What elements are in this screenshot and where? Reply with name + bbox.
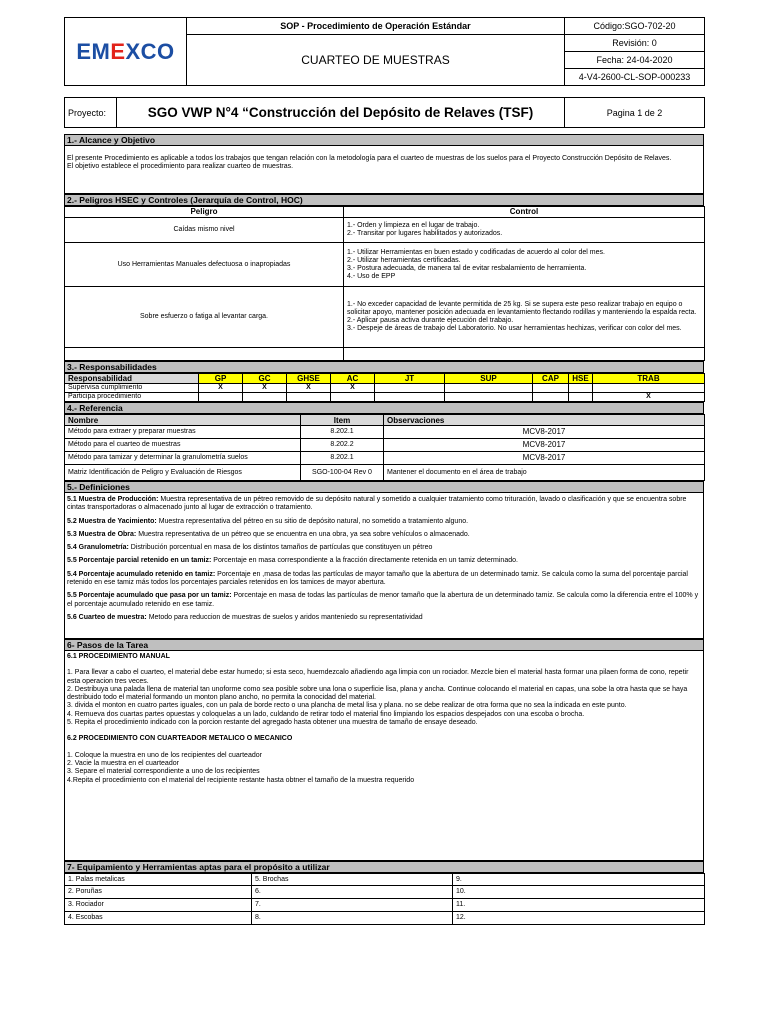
definition-text: Muestra representativa de un pétreo removido de su depósito natural y sometido a cualquier tratamiento como trituración, lavado o clasificación y que se encuentra sobre cintas transportadoras o almacenado junto al lugar de extracción o tratamiento. bbox=[67, 496, 687, 512]
definition-term: 5.3 Muestra de Obra: bbox=[67, 530, 137, 538]
reference-name: Método para el cuarteo de muestras bbox=[65, 439, 301, 452]
reference-obs: MCV8-2017 bbox=[384, 452, 705, 465]
section-2-title: 2.- Peligros HSEC y Controles (Jerarquía de Control, HOC) bbox=[64, 194, 704, 206]
definition-term: 5.1 Muestra de Producción: bbox=[67, 496, 159, 503]
section-4-title: 4.- Referencia bbox=[64, 402, 704, 414]
role-gc: GC bbox=[243, 374, 287, 384]
project-label: Proyecto: bbox=[65, 98, 117, 128]
hazard-cell: Uso Herramientas Manuales defectuosa o inapropiadas bbox=[65, 243, 344, 287]
responsibility-header: Responsabilidad bbox=[65, 374, 199, 384]
reference-obs-header: Observaciones bbox=[384, 415, 705, 426]
hazard-header: Peligro bbox=[65, 207, 344, 218]
role-gp: GP bbox=[199, 374, 243, 384]
step-item: 4.Repita el procedimiento con el material del recipiente restante hasta obtner el tamaño de la muestra requerido bbox=[67, 776, 415, 784]
role-cap: CAP bbox=[533, 374, 569, 384]
reference-item: 8.202.1 bbox=[301, 452, 384, 465]
doc-code: Código:SGO-702-20 bbox=[565, 18, 705, 35]
mechanical-procedure-title: 6.2 PROCEDIMIENTO CON CUARTEADOR METALICO O MECANICO bbox=[67, 735, 293, 743]
definition-term: 5.4 Granulometría: bbox=[67, 544, 129, 552]
control-cell bbox=[344, 287, 705, 348]
reference-item-header: Item bbox=[301, 415, 384, 426]
step-item: 1. Para llevar a cabo el cuarteo, el material debe estar humedo; si esta seco, huemdezcalo añadiendo aga limpia con un rociador. Mezcle bien el material hasta formar una pilaen forma de cono, repetir esta operacion tres veces. bbox=[67, 669, 689, 685]
definition-term: 5.5 Porcentaje parcial retenido en un tamiz: bbox=[67, 557, 212, 565]
doc-title: CUARTEO DE MUESTRAS bbox=[187, 35, 565, 86]
equipment-table bbox=[64, 873, 705, 925]
control-line: 2.- Transitar por lugares habilitados y autorizados. bbox=[347, 230, 503, 237]
section-1-body bbox=[64, 146, 704, 194]
definition-item bbox=[67, 614, 701, 622]
control-line: 3.- Postura adecuada, de manera tal de evitar resbalamiento de herramienta. bbox=[347, 264, 587, 272]
definition-text: Muestra representativa de un pétreo que se encuentra en una obra, ya sea sobre vehículos o almacenado. bbox=[136, 530, 470, 538]
definition-text: Distribución porcentual en masa de los distintos tamaños de partículas que constituyen un pétreo bbox=[128, 544, 433, 552]
definition-text: Porcentaje en ,masa de todas las partículas de mayor tamaño que la abertura de un determinado tamiz. Se calcula como la suma del porcentaje parcial retenido en ese tamiz más todos los porcentajes parciales retenidos en los tamices de mayor abertura. bbox=[67, 570, 688, 587]
doc-revision: Revisión: 0 bbox=[565, 35, 705, 52]
reference-obs: MCV8-2017 bbox=[384, 426, 705, 439]
manual-procedure-title: 6.1 PROCEDIMIENTO MANUAL bbox=[67, 653, 170, 660]
control-cell bbox=[344, 243, 705, 287]
definition-text: Muestra representativa del pétreo en su sitio de depósito natural, no sometido a tratamiento alguno. bbox=[156, 517, 469, 525]
reference-obs: MCV8-2017 bbox=[384, 439, 705, 452]
reference-item: SGO-100-04 Rev 0 bbox=[301, 465, 384, 481]
hazards-table bbox=[64, 206, 705, 361]
definition-term: 5.2 Muestra de Yacimiento: bbox=[67, 517, 157, 525]
hazard-cell: Sobre esfuerzo o fatiga al levantar carga. bbox=[65, 287, 344, 348]
hazard-cell: Caídas mismo nivel bbox=[65, 218, 344, 243]
control-line: 2.- Utilizar herramientas certificadas. bbox=[347, 256, 461, 264]
step-item: 3. Separe el material correspondiente a uno de los recipientes bbox=[67, 768, 260, 776]
control-line: 1.- Orden y limpieza en el lugar de trabajo. bbox=[347, 222, 480, 229]
responsibility-label: Participa procedimiento bbox=[65, 393, 199, 402]
equipment-item: 10. bbox=[453, 886, 705, 899]
definition-text: Porcentaje en masa correspondiente a la fracción directamente retenida en un tamiz determinado. bbox=[211, 557, 518, 565]
reference-name-header: Nombre bbox=[65, 415, 301, 426]
role-ghse: GHSE bbox=[287, 374, 331, 384]
company-logo bbox=[65, 18, 187, 86]
section-3-title: 3.- Responsabilidades bbox=[64, 361, 704, 373]
document bbox=[64, 17, 704, 925]
equipment-item: 6. bbox=[252, 886, 453, 899]
definition-item bbox=[67, 518, 701, 526]
reference-obs: Mantener el documento en el área de trabajo bbox=[384, 465, 705, 481]
step-item: 3. divida el monton en cuatro partes iguales, con un pala de borde recto o una plancha de metal lisa y plana. no se debe realizar de otra forma que no sea la indicada en este punto. bbox=[67, 702, 627, 710]
definition-item bbox=[67, 544, 701, 552]
responsibility-mark bbox=[445, 384, 533, 393]
responsibility-label: Supervisa cumplimiento bbox=[65, 384, 199, 393]
doc-date: Fecha: 24-04-2020 bbox=[565, 52, 705, 69]
responsibility-mark bbox=[243, 393, 287, 402]
logo-text: EMEXCO bbox=[76, 38, 175, 64]
definition-item bbox=[67, 571, 701, 588]
empty-cell bbox=[344, 348, 705, 361]
empty-cell bbox=[65, 348, 344, 361]
control-cell bbox=[344, 218, 705, 243]
equipment-item: 11. bbox=[453, 899, 705, 912]
control-line: 1.- No exceder capacidad de levante permitida de 25 kg. Si se supera este peso realizar trabajo en equipo o solicitar apoyo, mantener posición adecuada en levantamiento flectando rodillas y manteniendo la espalda recta. bbox=[347, 301, 697, 316]
step-item: 4. Remueva dos cuartas partes opuestas y coloquelas a un lado, culdando de retirar todo el material fino limpiando los espacios despejados con una escoba o brocha. bbox=[67, 710, 585, 718]
responsibility-mark bbox=[533, 393, 569, 402]
responsibility-mark bbox=[593, 384, 705, 393]
reference-name: Método para tamizar y determinar la granulometría suelos bbox=[65, 452, 301, 465]
step-item: 2. Vacie la muestra en el cuarteador bbox=[67, 759, 179, 767]
definition-term: 5.6 Cuarteo de muestra: bbox=[67, 613, 147, 621]
doc-type: SOP - Procedimiento de Operación Estándar bbox=[187, 18, 565, 35]
responsibility-mark bbox=[287, 393, 331, 402]
definition-text: Metodo para reduccion de muestras de suelos y aridos manteniedo su representatividad bbox=[146, 613, 423, 621]
responsibility-mark: X bbox=[243, 384, 287, 393]
equipment-item: 4. Escobas bbox=[65, 912, 252, 925]
responsibility-mark bbox=[569, 384, 593, 393]
control-line: 2.- Aplicar pausa activa durante ejecución del trabajo. bbox=[347, 317, 514, 324]
scope-text: El presente Procedimiento es aplicable a todos los trabajos que tengan relación con la metodología para el cuarteo de muestras de los suelos para el Proyecto Construcción Depósito de Relaves. bbox=[67, 155, 672, 162]
equipment-item: 3. Rociador bbox=[65, 899, 252, 912]
responsibility-mark bbox=[569, 393, 593, 402]
equipment-item: 5. Brochas bbox=[252, 874, 453, 886]
equipment-item: 9. bbox=[453, 874, 705, 886]
responsibility-mark: X bbox=[593, 393, 705, 402]
equipment-item: 8. bbox=[252, 912, 453, 925]
definition-item bbox=[67, 531, 701, 539]
responsibility-mark bbox=[445, 393, 533, 402]
reference-name: Método para extraer y preparar muestras bbox=[65, 426, 301, 439]
project-table bbox=[64, 97, 705, 128]
responsibilities-table bbox=[64, 373, 705, 402]
equipment-item: 7. bbox=[252, 899, 453, 912]
role-hse: HSE bbox=[569, 374, 593, 384]
definitions-body bbox=[64, 493, 704, 639]
control-header: Control bbox=[344, 207, 705, 218]
doc-ref: 4-V4-2600-CL-SOP-000233 bbox=[565, 69, 705, 86]
responsibility-mark bbox=[375, 393, 445, 402]
step-item: 5. Repita el procedimiento indicado con la porcion restante del agregado hasta obtener una muestra de tamaño de ensaye deseado. bbox=[67, 719, 478, 727]
equipment-item: 2. Poruñas bbox=[65, 886, 252, 899]
responsibility-mark bbox=[331, 393, 375, 402]
definition-text: Porcentaje en masa de todas las partículas de menor tamaño que la abertura de un determinado tamiz. Se calcula como la diferencia entre el 100% y el porcentaje acumulado retenido en ese tamiz. bbox=[67, 592, 699, 608]
role-trab: TRAB bbox=[593, 374, 705, 384]
definition-item bbox=[67, 592, 701, 609]
step-item: 2. Destribuya una palada llena de material tan unoforme como sea posible sobre una lona o superficie lisa, plana y ancha. Continue colocando el material en capas, una sobe la otra hasta que se haya destribuido todo el material formando un monton plano ancho, no permita la conocidad del material. bbox=[67, 685, 688, 702]
control-line: 3.- Despeje de áreas de trabajo del Laboratorio. No usar herramientas hechizas, verificar con color del mes. bbox=[347, 325, 682, 332]
responsibility-mark bbox=[375, 384, 445, 393]
reference-item: 8.202.2 bbox=[301, 439, 384, 452]
section-5-title: 5.- Definiciones bbox=[64, 481, 704, 493]
responsibility-mark bbox=[199, 393, 243, 402]
responsibility-mark: X bbox=[331, 384, 375, 393]
definition-term: 5.4 Porcentaje acumulado retenido en tamiz: bbox=[67, 570, 216, 578]
equipment-item: 12. bbox=[453, 912, 705, 925]
responsibility-mark bbox=[533, 384, 569, 393]
control-line: 1.- Utilizar Herramientas en buen estado y codificadas de acuerdo al color del mes. bbox=[347, 248, 605, 256]
equipment-item: 1. Palas metalicas bbox=[65, 874, 252, 886]
responsibility-mark: X bbox=[287, 384, 331, 393]
responsibility-mark: X bbox=[199, 384, 243, 393]
role-ac: AC bbox=[331, 374, 375, 384]
definition-term: 5.5 Porcentaje acumulado que pasa por un tamiz: bbox=[67, 592, 232, 600]
header-table bbox=[64, 17, 705, 86]
definition-item bbox=[67, 496, 701, 513]
role-sup: SUP bbox=[445, 374, 533, 384]
definition-item bbox=[67, 557, 701, 565]
reference-name: Matriz Identificación de Peligro y Evaluación de Riesgos bbox=[65, 465, 301, 481]
control-line: 4.- Uso de EPP bbox=[347, 272, 396, 280]
objective-text: El objetivo establece el procedimiento para realizar cuarteo de muestras. bbox=[67, 163, 294, 171]
reference-item: 8.202.1 bbox=[301, 426, 384, 439]
role-jt: JT bbox=[375, 374, 445, 384]
step-item: 1. Coloque la muestra en uno de los recipientes del cuarteador bbox=[67, 751, 262, 759]
project-name: SGO VWP N°4 “Construcción del Depósito de Relaves (TSF) bbox=[117, 98, 565, 128]
task-steps-body bbox=[64, 651, 704, 861]
page-number: Pagina 1 de 2 bbox=[565, 98, 705, 128]
section-7-title: 7- Equipamiento y Herramientas aptas para el propósito a utilizar bbox=[64, 861, 704, 873]
section-1-title: 1.- Alcance y Objetivo bbox=[64, 134, 704, 146]
section-6-title: 6- Pasos de la Tarea bbox=[64, 639, 704, 651]
references-table bbox=[64, 414, 705, 481]
